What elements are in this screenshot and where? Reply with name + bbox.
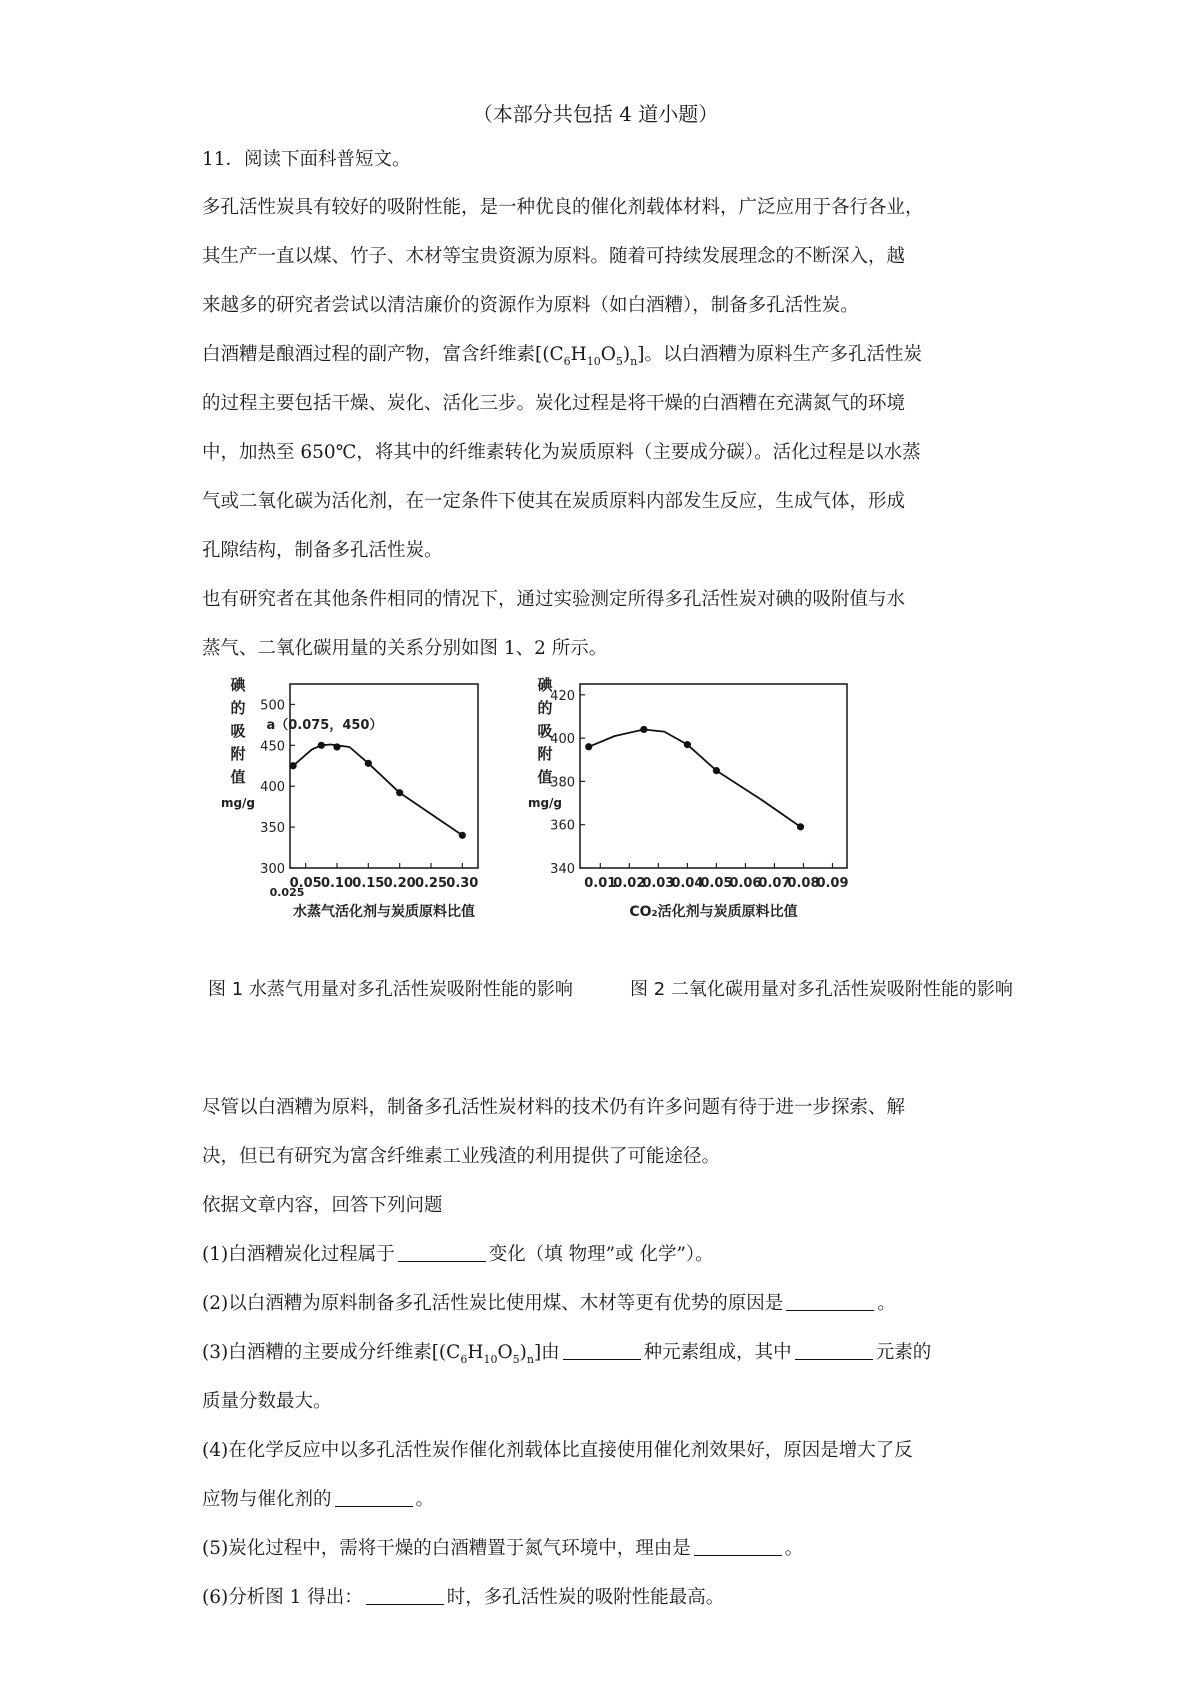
y-axis-unit: mg/g xyxy=(527,796,563,810)
answer-blank-4[interactable] xyxy=(335,1490,413,1507)
x-axis-label: 水蒸气活化剂与炭质原料比值 xyxy=(293,904,475,920)
x-tick-label: 0.02 xyxy=(613,876,646,891)
p4-line-2: 决，但已有研究为富含纤维素工业残渣的利用提供了可能途径。 xyxy=(202,1146,721,1167)
p2-line-3: 中，加热至 650℃，将其中的纤维素转化为炭质原料（主要成分碳）。活化过程是以水蒸 xyxy=(202,442,921,463)
p2-line-1-text: 白酒糟是酿酒过程的副产物，富含纤维素 xyxy=(202,344,536,365)
answer-blank-1[interactable] xyxy=(398,1245,486,1262)
x-tick-label: 0.20 xyxy=(383,876,416,891)
x-tick-label: 0.06 xyxy=(729,876,762,891)
y-axis-label-char: 附 xyxy=(537,745,553,763)
y-tick-label: 380 xyxy=(550,775,575,791)
y-axis-label-char: 值 xyxy=(230,768,246,786)
question-5: (5)炭化过程中，需将干燥的白酒糟置于氮气环境中，理由是 。 xyxy=(202,1538,804,1559)
y-tick-label: 500 xyxy=(260,698,285,714)
question-1: (1)白酒糟炭化过程属于 变化（填 物理”或 化学”）。 xyxy=(202,1244,714,1265)
y-tick-label: 420 xyxy=(550,688,575,704)
p2-line-1-text-b: 。以白酒糟为原料生产多孔活性炭 xyxy=(644,344,922,365)
question-6: (6)分析图 1 得出： 时，多孔活性炭的吸附性能最高。 xyxy=(202,1587,725,1608)
p4-line-1: 尽管以白酒糟为原料，制备多孔活性炭材料的技术仍有许多问题有待于进一步探索、解 xyxy=(202,1097,906,1118)
y-axis-label-char: 吸 xyxy=(537,722,553,740)
data-point xyxy=(797,823,804,830)
x-tick-label: 0.05 xyxy=(700,876,733,891)
plot-frame xyxy=(580,684,847,868)
y-axis-label-char: 的 xyxy=(230,699,246,717)
data-point xyxy=(585,743,592,750)
peak-annotation: a（0.075，450） xyxy=(266,717,383,733)
x-tick-label: 0.04 xyxy=(671,876,704,891)
y-tick-label: 400 xyxy=(260,780,285,796)
x-tick-label: 0.08 xyxy=(787,876,820,891)
p1-line-2: 其生产一直以煤、竹子、木材等宝贵资源为原料。随着可持续发展理念的不断深入，越 xyxy=(202,246,906,267)
y-tick-label: 360 xyxy=(550,818,575,834)
y-axis-label-char: 附 xyxy=(230,745,246,763)
data-point xyxy=(318,742,325,749)
y-axis-label-char: 吸 xyxy=(230,722,246,740)
p2-line-2: 的过程主要包括干燥、炭化、活化三步。炭化过程是将干燥的白酒糟在充满氮气的环境 xyxy=(202,393,906,414)
p2-line-5: 孔隙结构，制备多孔活性炭。 xyxy=(202,540,443,561)
x-axis-label: CO₂活化剂与炭质原料比值 xyxy=(629,904,798,920)
y-tick-label: 300 xyxy=(260,862,285,877)
data-point xyxy=(713,767,720,774)
y-tick-label: 450 xyxy=(260,739,285,755)
question-2: (2)以白酒糟为原料制备多孔活性炭比使用煤、木材等更有优势的原因是 。 xyxy=(202,1293,896,1314)
p2-line-4: 气或二氧化碳为活化剂，在一定条件下使其在炭质原料内部发生反应，生成气体，形成 xyxy=(202,491,906,512)
plot-frame xyxy=(290,684,478,868)
section-title: （本部分共包括 4 道小题） xyxy=(472,102,719,126)
y-axis-label-char: 碘 xyxy=(537,676,553,694)
data-point xyxy=(396,789,403,796)
data-point xyxy=(640,726,647,733)
answer-blank-5[interactable] xyxy=(694,1539,782,1556)
series-line xyxy=(293,745,462,836)
y-tick-label: 340 xyxy=(550,862,575,877)
data-point xyxy=(684,741,691,748)
series-line xyxy=(589,730,801,827)
chart-co2-adsorption xyxy=(525,670,895,960)
question-4: (4)在化学反应中以多孔活性炭作催化剂载体比直接使用催化剂效果好，原因是增大了反 xyxy=(202,1440,913,1461)
x-tick-label: 0.05 xyxy=(289,876,322,891)
answer-blank-3a[interactable] xyxy=(563,1343,641,1360)
cellulose-formula: $[(C_6H_{10}O_5)_n]$ xyxy=(535,344,645,368)
question-3: (3)白酒糟的主要成分纤维素$[(C_6H_{10}O_5)_n]$由 种元素组成，其中 元素的 xyxy=(202,1342,932,1366)
x-tick-label: 0.01 xyxy=(584,876,617,891)
data-point xyxy=(333,743,340,750)
x-tick-label: 0.10 xyxy=(320,876,354,891)
chart-steam-adsorption xyxy=(220,670,520,960)
x-tick-label: 0.25 xyxy=(414,876,448,891)
data-point xyxy=(290,762,297,769)
y-axis-label-char: 值 xyxy=(537,768,553,786)
x-tick-label: 0.07 xyxy=(758,876,791,891)
y-tick-label: 350 xyxy=(260,821,285,837)
p3-line-1: 也有研究者在其他条件相同的情况下，通过实验测定所得多孔活性炭对碘的吸附值与水 xyxy=(202,589,906,610)
p1-line-1: 多孔活性炭具有较好的吸附性能，是一种优良的催化剂载体材料，广泛应用于各行各业， xyxy=(202,197,924,218)
y-tick-label: 400 xyxy=(550,732,575,748)
figure-1-caption: 图 1 水蒸气用量对多孔活性炭吸附性能的影响 xyxy=(208,979,573,1000)
figure-2-caption: 图 2 二氧化碳用量对多孔活性炭吸附性能的影响 xyxy=(630,979,1013,1000)
cellulose-formula-q3: $[(C_6H_{10}O_5)_n]$ xyxy=(431,1342,542,1366)
answer-blank-3b[interactable] xyxy=(795,1343,873,1360)
x-origin-label: 0.025 xyxy=(269,886,305,899)
question-3-cont: 质量分数最大。 xyxy=(202,1391,332,1412)
x-tick-label: 0.03 xyxy=(642,876,675,891)
data-point xyxy=(459,832,466,839)
answer-blank-6[interactable] xyxy=(366,1588,444,1605)
p2-line-1 xyxy=(202,343,922,374)
y-axis-label-char: 碘 xyxy=(230,676,246,694)
p1-line-3: 来越多的研究者尝试以清洁廉价的资源作为原料（如白酒糟），制备多孔活性炭。 xyxy=(202,295,859,316)
answer-blank-2[interactable] xyxy=(786,1294,874,1311)
question-4-cont: 应物与催化剂的 。 xyxy=(202,1489,435,1510)
x-tick-label: 0.30 xyxy=(446,876,479,891)
question-header: 11．阅读下面科普短文。 xyxy=(202,149,411,170)
p3-line-2: 蒸气、二氧化碳用量的关系分别如图 1、2 所示。 xyxy=(202,638,608,659)
x-tick-label: 0.15 xyxy=(352,876,385,891)
y-axis-label-char: 的 xyxy=(537,699,553,717)
x-tick-label: 0.09 xyxy=(816,876,849,891)
questions-intro: 依据文章内容，回答下列问题 xyxy=(202,1195,443,1216)
y-axis-unit: mg/g xyxy=(220,796,256,810)
data-point xyxy=(365,760,372,767)
